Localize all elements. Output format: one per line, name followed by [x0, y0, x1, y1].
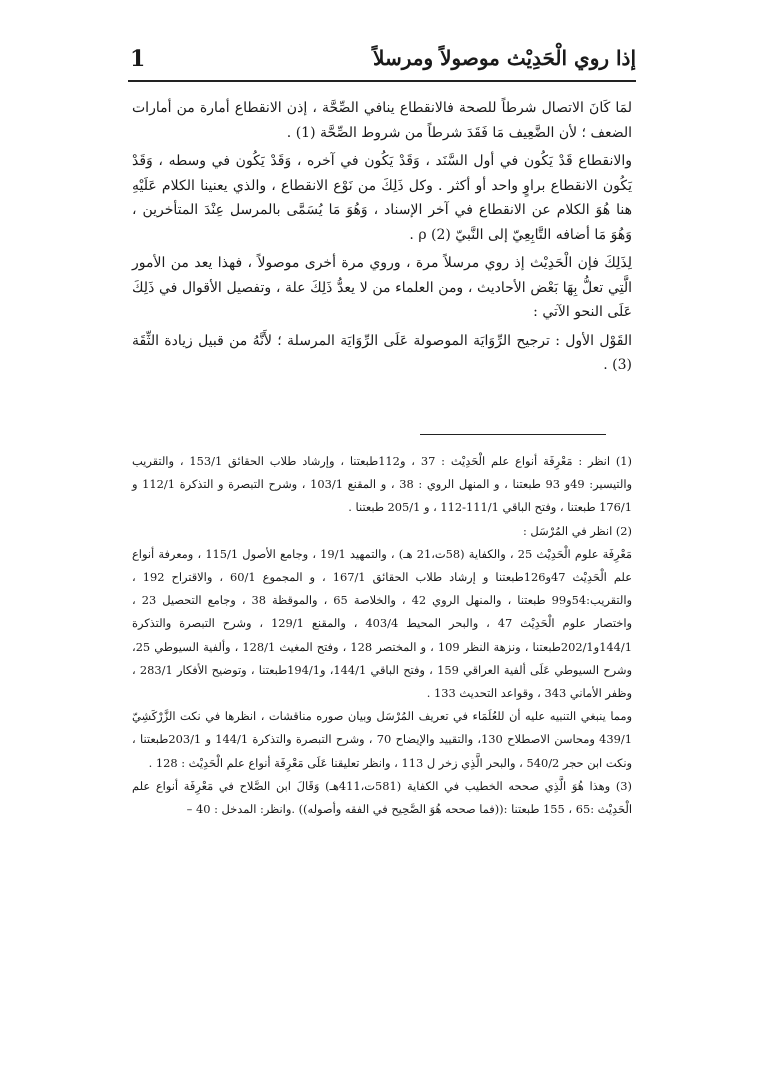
body-paragraph: لِذَلِكَ فإن الْحَدِيْث إذ روي مرسلاً مرة ، وروي مرة أخرى موصولاً ، فهذا يعد من الأمور الَّتِي تعلُّ بِهَا بَعْض الأحاديث ، ومن العلماء من لا يعدُّ ذَلِكَ علة ، وتفصيل الأقوال في ذَلِكَ عَلَى النحو الآتي : — [132, 255, 632, 320]
page-number: 1 — [130, 46, 146, 72]
footnote: (2) انظر في المُرْسَل : — [522, 523, 632, 538]
body-paragraph: القَوْل الأول : ترجيح الرِّوَايَة الموصولة عَلَى الرِّوَايَة المرسلة ؛ لأَنَّهُ من قبيل زيادة الثِّقَة (3) . — [132, 332, 632, 373]
running-title: إذا روي الْحَدِيْث موصولاً ومرسلاً — [373, 46, 636, 70]
body-paragraph: والانقطاع قَدْ يَكُون في أول السَّنَد ، وَقَدْ يَكُون في آخره ، وَقَدْ يَكُون في وسطه ، وَقَدْ يَكُون الانقطاع براوٍ واحد أو أكثر . وكل ذَلِكَ من نَوْع الانقطاع ، والذي يعنينا الكلام عَلَيْهِ هنا هُوَ الكلام عن الانقطاع في آخر الإسناد ، وَهُوَ مَا يُسَمَّى بالمرسل عِنْدَ المتأخرين ، وَهُوَ مَا أضافه التَّابِعِيّ إلى النَّبيّ ρ (2) . — [132, 153, 632, 243]
body-paragraph: لمَا كَانَ الاتصال شرطاً للصحة فالانقطاع ينافي الصِّحَّة ، إذن الانقطاع أمارة من أمارات الضعف ؛ لأن الضَّعِيف مَا فَقَدَ شرطاً من شروط الصِّحَّة (1) . — [132, 100, 632, 141]
footnote: (3) وهذا هُوَ الَّذِي صححه الخطيب في الكفاية (581ت،411هـ) وَقَالَ ابن الصَّلاح في مَعْرِفَة أنواع علم الْحَدِيْث :65 ، 155 طبعتنا :((فما صححه هُوَ الصَّحِيح في الفقه وأصوله)) .وانظر: المدخل : 40 – — [132, 778, 632, 817]
footnote-separator — [420, 434, 606, 435]
footnotes — [132, 450, 632, 821]
page-header — [128, 44, 636, 82]
footnote: (1) انظر : مَعْرِفَة أنواع علم الْحَدِيْث : 37 ، و112طبعتنا ، وإرشاد طلاب الحقائق 153/1 ، والتقريب والتيسير: 49و 93 طبعتنا ، و المنهل الروي : 38 ، و المقنع 103/1 ، وشرح التبصرة و التذكرة 112/1 و 176/1 طبعتنا ، وفتح الباقي 111/1-112 ، و 205/1 طبعتنا . — [132, 454, 633, 515]
footnote: ومما ينبغي التنبيه عليه أن للعُلَمَاء في تعريف المُرْسَل وبيان صوره مناقشات ، انظرها في نكت الزَّرْكَشِيّ 439/1 ومحاسن الاصطلاح 130، والتقييد والإيضاح 70 ، وشرح التبصرة والتذكرة 144/1 و 203/1طبعتنا ، ونكت ابن حجر 540/2 ، والبحر الَّذِي زخر ل 113 ، وانظر تعليقنا عَلَى مَعْرِفَة أنواع علم الْحَدِيْث : 128 . — [132, 709, 632, 770]
footnote: مَعْرِفَة علوم الْحَدِيْث 25 ، والكفاية (58ت،21 هـ) ، والتمهيد 19/1 ، وجامع الأصول 115/1 ، ومعرفة أنواع علم الْحَدِيْث 47و126طبعتنا و إرشاد طلاب الحقائق 167/1 ، و المجموع 60/1 ، والاقتراح 192 ، والتقريب:54و99 طبعتنا ، والمنهل الروي 42 ، والخلاصة 65 ، والموقظة 38 ، وجامع التحصيل 23 ، واختصار علوم الْحَدِيْث 47 ، والبحر المحيط 403/4 ، والمقنع 129/1 ، وشرح التبصرة والتذكرة 144/1و202/1طبعتنا ، ونزهة النظر 109 ، و المختصر 128 ، وفتح المغيث 128/1 ، وألفية السيوطي 25، وشرح السيوطي عَلَى ألفية العراقي 159 ، وفتح الباقي 144/1، و194/1طبعتنا ، وتوضيح الأفكار 283/1 ، وظفر الأماني 343 ، وقواعد التحديث 133 . — [132, 546, 633, 701]
main-text — [132, 96, 632, 378]
